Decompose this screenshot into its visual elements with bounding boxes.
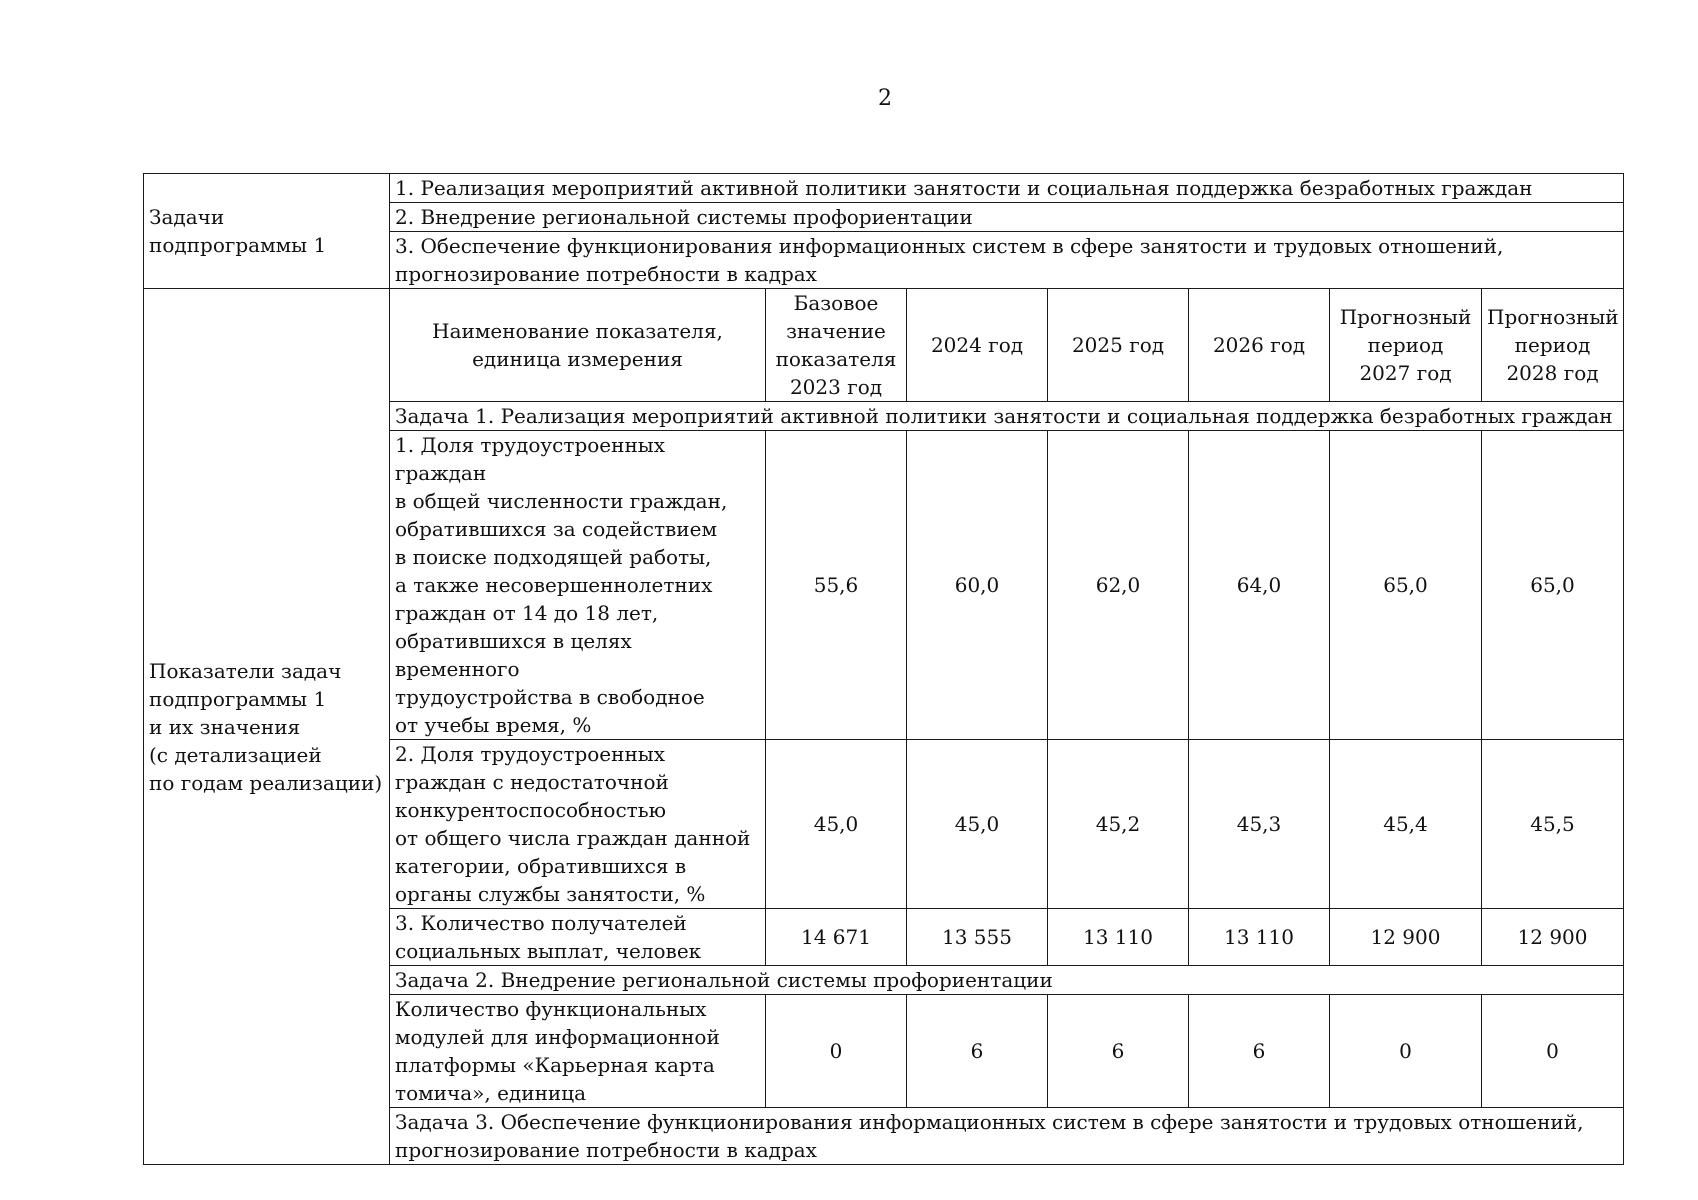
- value-2025: 13 110: [1048, 909, 1189, 966]
- indicator-name-cell: [390, 995, 766, 1108]
- value-2025: 45,2: [1048, 740, 1189, 909]
- indicator-name-cell: [390, 740, 766, 909]
- header-text: 2025 год: [1071, 333, 1165, 357]
- header-text: 2027 год: [1359, 361, 1452, 385]
- task-item-text: прогнозирование потребности в кадрах: [395, 262, 817, 286]
- value-2024: 60,0: [907, 431, 1048, 740]
- indicator-name-line: томича», единица: [395, 1081, 587, 1105]
- value-base: 45,0: [766, 740, 907, 909]
- indicator-name-cell: [390, 431, 766, 740]
- value-2028: 45,5: [1482, 740, 1624, 909]
- indicators-label-cell: [144, 289, 390, 1165]
- indicator-name-line: Количество функциональных: [395, 997, 707, 1021]
- header-text: Прогнозный: [1487, 305, 1619, 329]
- task-item-text: 3. Обеспечение функционирования информационных систем в сфере занятости и трудовых отношений,: [395, 234, 1504, 258]
- tasks-row-1: [144, 174, 1624, 203]
- value-base: 0: [766, 995, 907, 1108]
- indicators-label-line: по годам реализации): [149, 770, 383, 795]
- value-2028: 12 900: [1482, 909, 1624, 966]
- header-text: 2023 год: [789, 375, 883, 399]
- header-2027-cell: [1330, 289, 1482, 402]
- value-2028: 0: [1482, 995, 1624, 1108]
- header-text: Наименование показателя,: [432, 319, 723, 343]
- value-base: 14 671: [766, 909, 907, 966]
- indicator-name-line: а также несовершеннолетних: [395, 573, 713, 597]
- header-2028-cell: [1482, 289, 1624, 402]
- value-base: 55,6: [766, 431, 907, 740]
- tasks-label-line: Задачи: [149, 205, 225, 229]
- header-text: Базовое: [793, 291, 879, 315]
- value-2024: 13 555: [907, 909, 1048, 966]
- indicators-label-line: подпрограммы 1: [149, 686, 327, 711]
- header-text: значение: [786, 319, 886, 343]
- tasks-label-cell: [144, 174, 390, 289]
- value-2026: 45,3: [1189, 740, 1330, 909]
- indicator-name-line: 2. Доля трудоустроенных: [395, 742, 665, 766]
- subprogram-table: [143, 173, 1624, 1165]
- header-text: 2024 год: [930, 333, 1024, 357]
- indicator-name-line: от учебы время, %: [395, 713, 592, 737]
- header-text: единица измерения: [472, 347, 683, 371]
- value-2027: 65,0: [1330, 431, 1482, 740]
- indicators-header-row: [144, 289, 1624, 402]
- header-2025-cell: [1048, 289, 1189, 402]
- indicator-name-line: модулей для информационной: [395, 1025, 720, 1049]
- task-item: [390, 203, 1624, 232]
- header-text: период: [1514, 333, 1591, 357]
- value-2028: 65,0: [1482, 431, 1624, 740]
- header-name-cell: [390, 289, 766, 402]
- header-2024-cell: [907, 289, 1048, 402]
- indicator-name-line: обратившихся в целях временного: [395, 629, 632, 681]
- task-item-text: 1. Реализация мероприятий активной политики занятости и социальная поддержка безработных граждан: [395, 176, 1533, 200]
- header-text: период: [1367, 333, 1444, 357]
- header-base-cell: [766, 289, 907, 402]
- indicator-name-line: в общей численности граждан,: [395, 489, 728, 513]
- indicator-name-line: граждан от 14 до 18 лет,: [395, 601, 659, 625]
- task3-title-line: Задача 3. Обеспечение функционирования информационных систем в сфере занятости и трудовых отношений,: [395, 1110, 1584, 1134]
- task3-title-line: прогнозирование потребности в кадрах: [395, 1138, 817, 1162]
- indicator-name-line: граждан с недостаточной: [395, 770, 669, 794]
- indicator-name-line: органы службы занятости, %: [395, 882, 706, 906]
- header-text: Прогнозный: [1339, 305, 1472, 329]
- value-2026: 13 110: [1189, 909, 1330, 966]
- indicator-name-line: конкурентоспособностью: [395, 798, 667, 822]
- task2-title: Задача 2. Внедрение региональной системы профориентации: [390, 966, 1624, 995]
- indicators-label-line: (с детализацией: [149, 742, 322, 767]
- task3-title: [390, 1108, 1624, 1165]
- header-2026-cell: [1189, 289, 1330, 402]
- value-2026: 6: [1189, 995, 1330, 1108]
- value-2024: 45,0: [907, 740, 1048, 909]
- value-2027: 12 900: [1330, 909, 1482, 966]
- indicators-label-line: и их значения: [149, 714, 301, 739]
- indicator-name-line: категории, обратившихся в: [395, 854, 687, 878]
- value-2025: 62,0: [1048, 431, 1189, 740]
- task1-title: Задача 1. Реализация мероприятий активной политики занятости и социальная поддержка безработных граждан: [390, 402, 1624, 431]
- indicator-name-cell: [390, 909, 766, 966]
- indicator-name-line: в поиске подходящей работы,: [395, 545, 712, 569]
- value-2027: 0: [1330, 995, 1482, 1108]
- indicator-name-line: трудоустройства в свободное: [395, 685, 705, 709]
- task-item: [390, 174, 1624, 203]
- indicator-name-line: платформы «Карьерная карта: [395, 1053, 715, 1077]
- value-2026: 64,0: [1189, 431, 1330, 740]
- task-item-text: 2. Внедрение региональной системы профориентации: [395, 205, 973, 229]
- indicators-label-line: Показатели задач: [149, 658, 342, 683]
- task-item: [390, 232, 1624, 289]
- value-2025: 6: [1048, 995, 1189, 1108]
- indicator-name-line: социальных выплат, человек: [395, 939, 702, 963]
- indicator-name-line: от общего числа граждан данной: [395, 826, 751, 850]
- indicator-name-line: 1. Доля трудоустроенных граждан: [395, 433, 665, 485]
- page-number: 2: [878, 86, 892, 111]
- header-text: 2026 год: [1212, 333, 1306, 357]
- tasks-label-line: подпрограммы 1: [149, 233, 327, 257]
- value-2024: 6: [907, 995, 1048, 1108]
- indicator-name-line: обратившихся за содействием: [395, 517, 718, 541]
- header-text: 2028 год: [1506, 361, 1599, 385]
- indicator-name-line: 3. Количество получателей: [395, 911, 687, 935]
- value-2027: 45,4: [1330, 740, 1482, 909]
- header-text: показателя: [775, 347, 897, 371]
